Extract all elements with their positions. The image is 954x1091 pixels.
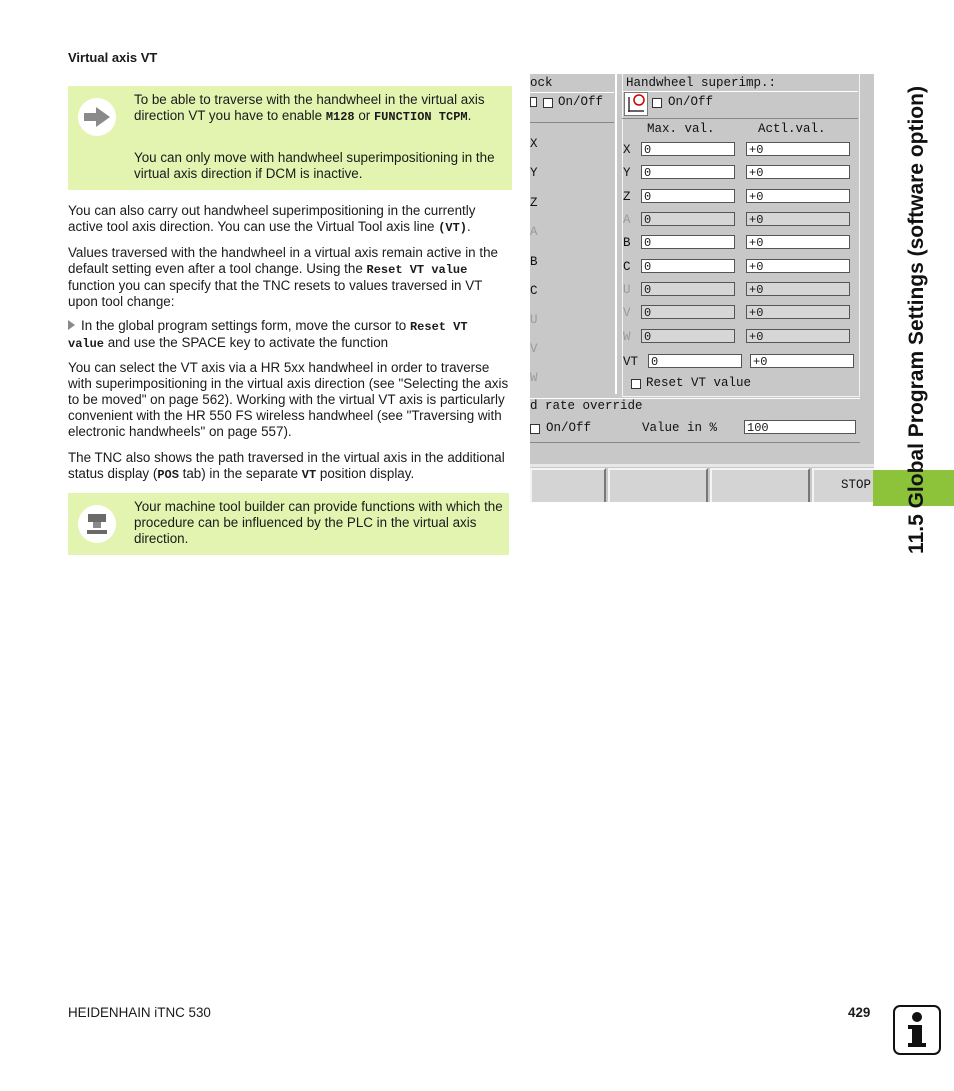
left-axis-u: U: [530, 313, 538, 327]
tnc-screenshot: [530, 74, 874, 502]
row-axis-v: V: [623, 306, 631, 320]
info-icon: [893, 1005, 941, 1055]
actl-field-b[interactable]: +0: [746, 235, 850, 249]
max-field-y[interactable]: 0: [641, 165, 735, 179]
note-box-1: [68, 86, 512, 190]
left-checkbox[interactable]: [530, 97, 537, 107]
handwheel-icon: [624, 92, 648, 116]
feed-onoff-checkbox[interactable]: [530, 424, 540, 434]
machine-tool-icon: [78, 505, 116, 543]
para4-text-c: position display.: [316, 466, 415, 481]
feed-onoff-label: On/Off: [546, 421, 592, 435]
feed-value-field[interactable]: 100: [744, 420, 856, 434]
softkey-3[interactable]: [710, 468, 810, 502]
bullet-text-b: and use the SPACE key to activate the function: [104, 335, 389, 350]
note1-text-b: or: [354, 108, 374, 123]
code-vt-2: VT: [301, 468, 317, 482]
divider: [530, 92, 614, 93]
bullet-arrow-icon: [68, 320, 75, 330]
bullet-text-a: In the global program settings form, move the cursor to: [81, 318, 410, 333]
stop-softkey[interactable]: [812, 468, 874, 502]
paragraph-3: You can select the VT axis via a HR 5xx handwheel in order to traverse with superimpositioning in the virtual axis direction (see "Selecting the axis to be moved" on page 562). Working with the virtual VT axis is particularly convenient with the HR 550 FS wireless handwheel (see "Traversing with electronic handwheels" on page 557).: [68, 360, 509, 439]
handwheel-onoff-label: On/Off: [668, 95, 714, 109]
actl-field-a: +0: [746, 212, 850, 226]
col-actl-header: Actl.val.: [758, 122, 826, 136]
vt-label: VT: [623, 355, 639, 369]
actl-field-w: +0: [746, 329, 850, 343]
row-axis-c: C: [623, 260, 631, 274]
vt-actl-field[interactable]: +0: [750, 354, 854, 368]
col-max-header: Max. val.: [647, 122, 715, 136]
row-axis-w: W: [623, 330, 631, 344]
left-onoff-checkbox[interactable]: [543, 98, 553, 108]
softkey-bar-edge: [530, 464, 874, 467]
feed-value-label: Value in %: [642, 421, 718, 435]
code-reset-vt-value-2: Reset VT value: [68, 320, 468, 351]
code-reset-vt-value: Reset VT value: [366, 263, 468, 277]
note1-text-2: You can only move with handwheel superimpositioning in the virtual axis direction if DCM is inactive.: [134, 150, 495, 181]
max-field-w: 0: [641, 329, 735, 343]
code-m128: M128: [325, 110, 355, 124]
left-header: ock: [530, 76, 553, 90]
stop-softkey-label: STOP: [841, 478, 872, 492]
max-field-b[interactable]: 0: [641, 235, 735, 249]
arrow-right-icon: [78, 98, 116, 136]
left-onoff-label: On/Off: [558, 95, 604, 109]
bullet-item: [68, 318, 508, 352]
footer-product: HEIDENHAIN iTNC 530: [68, 1005, 211, 1020]
note1-text-a: To be able to traverse with the handwheel in the virtual axis direction VT you have to enable: [134, 92, 485, 123]
para4-text-b: tab) in the separate: [178, 466, 302, 481]
left-axis-c: C: [530, 284, 538, 298]
feed-title: d rate override: [530, 399, 643, 413]
panel-title: Handwheel superimp.:: [626, 76, 777, 90]
vt-max-field[interactable]: 0: [648, 354, 742, 368]
max-field-c[interactable]: 0: [641, 259, 735, 273]
paragraph-1: [68, 203, 513, 236]
max-field-z[interactable]: 0: [641, 189, 735, 203]
para1-text-b: .: [467, 219, 471, 234]
para2-text-a: Values traversed with the handwheel in a virtual axis remain active in the default setting even after a tool change. Using the: [68, 245, 498, 276]
max-field-u: 0: [641, 282, 735, 296]
note2-text: Your machine tool builder can provide functions with which the procedure can be influenced by the PLC in the virtual axis direction.: [134, 499, 503, 546]
row-axis-y: Y: [623, 166, 631, 180]
left-axis-v: V: [530, 342, 538, 356]
column-separator: [615, 74, 617, 394]
left-axis-x: X: [530, 137, 538, 151]
paragraph-4: [68, 450, 513, 483]
max-field-v: 0: [641, 305, 735, 319]
actl-field-z[interactable]: +0: [746, 189, 850, 203]
left-axis-b: B: [530, 255, 538, 269]
paragraph-2: [68, 245, 513, 310]
softkey-2[interactable]: [608, 468, 708, 502]
actl-field-x[interactable]: +0: [746, 142, 850, 156]
side-chapter-title: 11.5 Global Program Settings (software option): [905, 86, 928, 554]
row-axis-z: Z: [623, 190, 631, 204]
handwheel-onoff-checkbox[interactable]: [652, 98, 662, 108]
actl-field-u: +0: [746, 282, 850, 296]
code-pos: POS: [157, 468, 179, 482]
row-axis-b: B: [623, 236, 631, 250]
reset-vt-checkbox[interactable]: [631, 379, 641, 389]
row-axis-u: U: [623, 283, 631, 297]
section-heading: Virtual axis VT: [68, 50, 158, 65]
left-axis-a: A: [530, 225, 538, 239]
max-field-a: 0: [641, 212, 735, 226]
para2-text-b: function you can specify that the TNC resets to values traversed in VT upon tool change:: [68, 278, 483, 309]
left-axis-z: Z: [530, 196, 538, 210]
divider: [530, 122, 614, 123]
left-axis-y: Y: [530, 166, 538, 180]
row-axis-a: A: [623, 213, 631, 227]
note-box-2: [68, 493, 509, 555]
left-axis-w: W: [530, 371, 538, 385]
page-number: 429: [848, 1005, 871, 1020]
actl-field-c[interactable]: +0: [746, 259, 850, 273]
code-function-tcpm: FUNCTION TCPM: [373, 110, 468, 124]
softkey-1[interactable]: [530, 468, 606, 502]
actl-field-y[interactable]: +0: [746, 165, 850, 179]
note1-text-c: .: [467, 108, 472, 123]
para1-text-a: You can also carry out handwheel superimpositioning in the currently active tool axis direction. You can use the Virtual Tool axis line: [68, 203, 476, 234]
divider: [530, 442, 860, 443]
actl-field-v: +0: [746, 305, 850, 319]
max-field-x[interactable]: 0: [641, 142, 735, 156]
divider: [622, 91, 858, 92]
note1-text-1: [134, 92, 504, 125]
para4-text-a: The TNC also shows the path traversed in the virtual axis in the additional status display (: [68, 450, 505, 481]
code-vt: (VT): [438, 221, 468, 235]
row-axis-x: X: [623, 143, 631, 157]
reset-vt-label: Reset VT value: [646, 376, 752, 390]
divider: [622, 118, 858, 119]
